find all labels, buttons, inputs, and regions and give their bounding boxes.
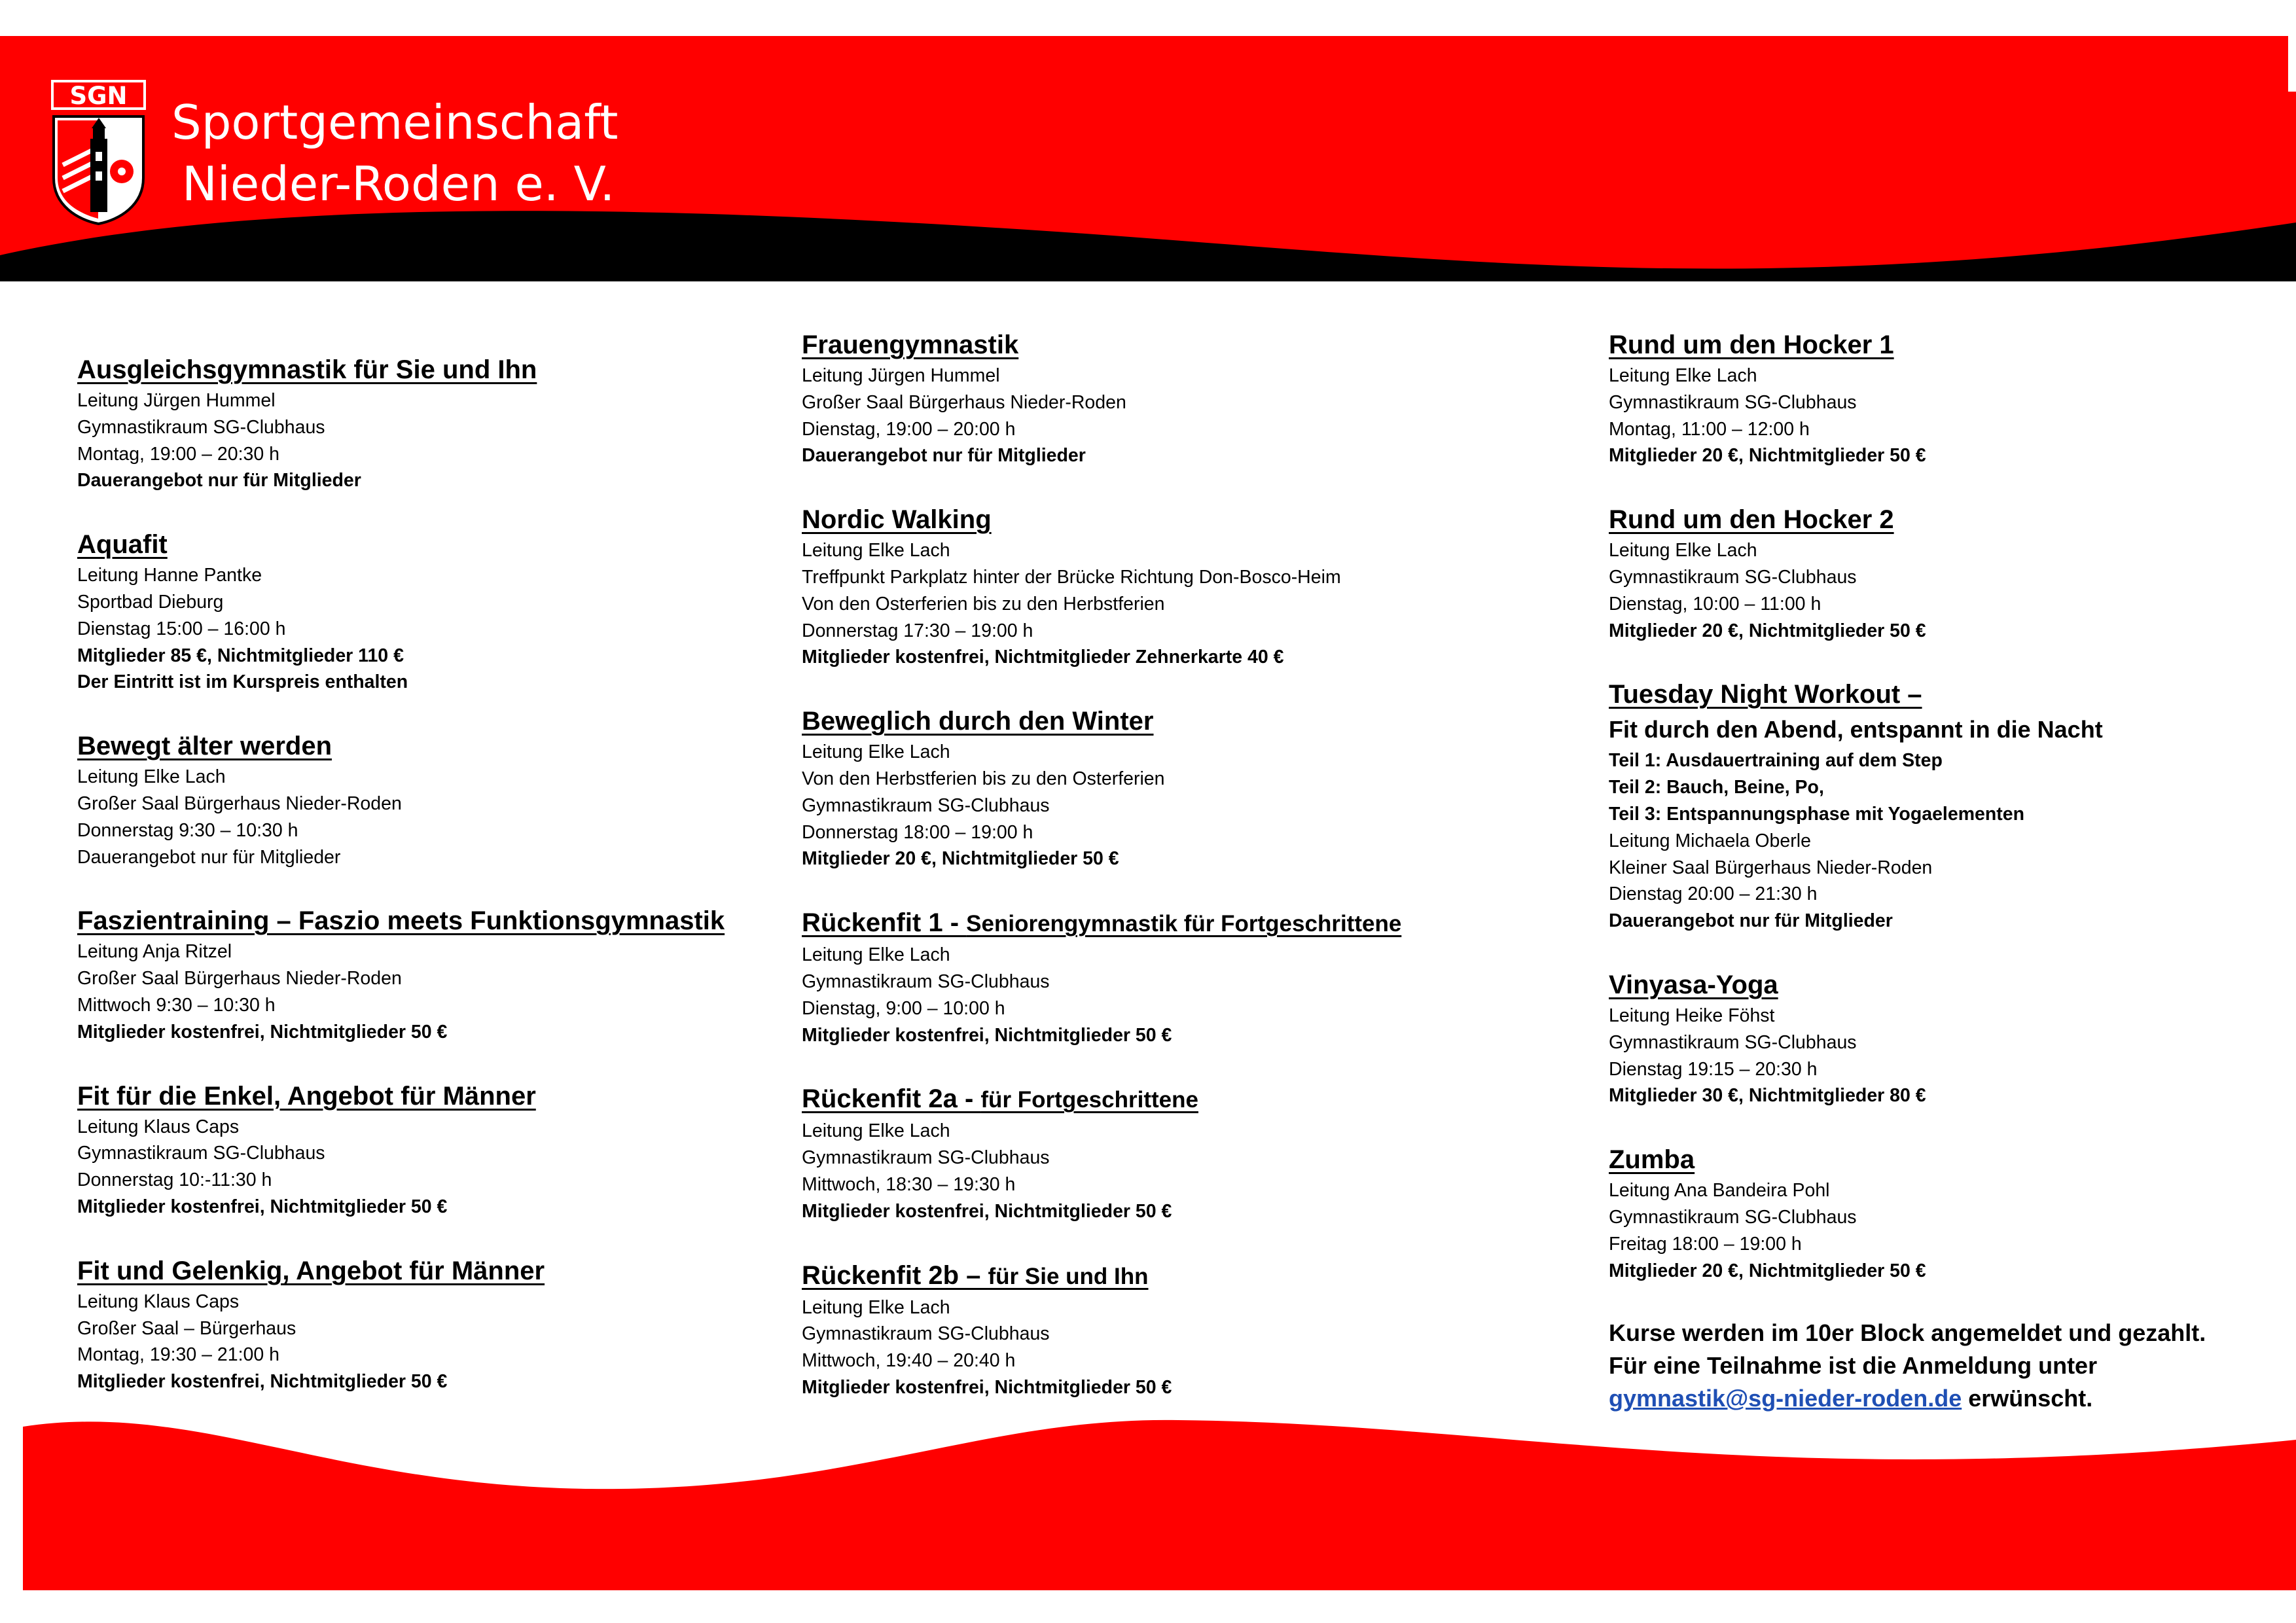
course-title-text: Faszientraining – Faszio meets Funktionsgymnastik [77,906,725,936]
course-detail-line: Gymnastikraum SG-Clubhaus [802,1323,1050,1345]
course-detail-line: Leitung Elke Lach [802,741,950,763]
course-subtitle: Fit durch den Abend, entspannt in die Nacht [1609,716,2103,743]
course-detail-line: Mitglieder kostenfrei, Nichtmitglieder 50 € [77,1371,448,1393]
signup-line1: Kurse werden im 10er Block angemeldet und gezahlt. [1609,1319,2206,1347]
course-detail-line: Gymnastikraum SG-Clubhaus [77,416,325,438]
course-detail-line: Dauerangebot nur für Mitglieder [802,445,1086,467]
course-entry [1609,502,2276,644]
course-title [802,905,1554,942]
course-entry [1609,967,2276,1109]
course-entry [1609,1142,2276,1284]
course-detail-line: Leitung Hanne Pantke [77,565,262,586]
course-detail-line: Gymnastikraum SG-Clubhaus [1609,566,1857,588]
course-detail-line: Mitglieder kostenfrei, Nichtmitglieder Zehnerkarte 40 € [802,647,1284,668]
course-entry [802,327,1554,469]
course-detail-line: Leitung Elke Lach [802,1296,950,1318]
course-entry [77,903,764,1045]
course-detail-line: Montag, 11:00 – 12:00 h [1609,418,1810,440]
course-detail-line: Dauerangebot nur für Mitglieder [77,470,361,491]
course-title-addition: für Fortgeschrittene [980,1087,1198,1113]
course-title [802,1258,1554,1294]
course-title-text: Fit und Gelenkig, Angebot für Männer [77,1256,545,1285]
course-title-text: Ausgleichsgymnastik für Sie und Ihn [77,355,537,384]
course-detail-line: Mittwoch, 18:30 – 19:30 h [802,1173,1016,1195]
course-detail-line: Dauerangebot nur für Mitglieder [77,846,341,868]
course-entry [77,1079,764,1221]
signup-line3-suffix: erwünscht. [1962,1385,2093,1412]
course-detail-line: Mitglieder 30 €, Nichtmitglieder 80 € [1609,1085,1926,1107]
course-title-text: Frauengymnastik [802,330,1019,359]
course-detail-line: Mittwoch 9:30 – 10:30 h [77,994,276,1016]
course-detail-line: Gymnastikraum SG-Clubhaus [1609,1206,1857,1228]
course-title-text: Rückenfit 2a - [802,1084,981,1114]
course-title-text: Rund um den Hocker 1 [1609,330,1894,359]
course-detail-line: Donnerstag 10:-11:30 h [77,1169,272,1191]
course-title-text: Rückenfit 1 - [802,908,967,938]
course-entry [802,704,1554,872]
course-title-text: Bewegt älter werden [77,732,332,761]
course-detail-line: Donnerstag 9:30 – 10:30 h [77,819,298,841]
course-detail-line: Donnerstag 18:00 – 19:00 h [802,821,1033,843]
course-detail-line: Freitag 18:00 – 19:00 h [1609,1233,1802,1255]
course-detail-line: Dienstag, 10:00 – 11:00 h [1609,593,1821,615]
course-detail-line: Großer Saal – Bürgerhaus [77,1317,296,1339]
course-title [1609,967,2276,1003]
course-entry [77,352,764,494]
course-title [1609,502,2276,537]
course-title [802,1081,1554,1118]
course-detail-line: Mitglieder 20 €, Nichtmitglieder 50 € [802,848,1119,870]
course-detail-line: Von den Herbstferien bis zu den Osterferien [802,768,1165,789]
course-detail-line: Leitung Elke Lach [802,540,950,562]
course-detail-line: Montag, 19:30 – 21:00 h [77,1344,279,1366]
course-entry [1609,327,2276,469]
course-title-text: Rückenfit 2b – [802,1260,988,1290]
course-detail-line: Leitung Elke Lach [802,944,950,966]
course-detail-line: Mittwoch, 19:40 – 20:40 h [802,1350,1016,1372]
course-title-addition: Seniorengymnastik für Fortgeschrittene [966,911,1402,937]
course-detail-line: Großer Saal Bürgerhaus Nieder-Roden [77,968,402,990]
course-detail-line: Mitglieder 20 €, Nichtmitglieder 50 € [1609,1260,1926,1281]
course-detail-line: Gymnastikraum SG-Clubhaus [802,794,1050,816]
club-name-line1: Sportgemeinschaft [171,95,619,150]
course-title [1609,677,2276,712]
course-detail-line: Großer Saal Bürgerhaus Nieder-Roden [802,391,1126,413]
course-detail-line: Großer Saal Bürgerhaus Nieder-Roden [77,793,402,814]
course-entry [77,527,764,696]
course-detail-line: Leitung Michaela Oberle [1609,830,1811,851]
course-detail-line: Sportbad Dieburg [77,591,224,613]
course-title [77,728,764,764]
course-title [802,704,1554,739]
course-title-text: Aquafit [77,530,168,560]
course-detail-line: Dienstag 19:15 – 20:30 h [1609,1058,1818,1080]
course-title-text: Zumba [1609,1145,1695,1175]
course-title-text: Beweglich durch den Winter [802,707,1154,736]
course-entry [802,905,1554,1048]
course-detail-line: Teil 2: Bauch, Beine, Po, [1609,777,1824,798]
course-column-right [1609,327,2276,1415]
course-column-middle [802,327,1554,1434]
course-title [1609,1142,2276,1177]
course-detail-line: Dienstag 15:00 – 16:00 h [77,618,286,639]
course-title [77,527,764,562]
course-column-left [77,352,764,1428]
course-detail-line: Kleiner Saal Bürgerhaus Nieder-Roden [1609,857,1933,878]
course-detail-line: Leitung Elke Lach [77,766,226,788]
signup-line2: Für eine Teilnahme ist die Anmeldung unter [1609,1352,2098,1380]
course-title-addition: für Sie und Ihn [988,1263,1149,1289]
course-title-text: Tuesday Night Workout – [1609,680,1922,709]
course-title-text: Rund um den Hocker 2 [1609,505,1894,535]
course-entry [802,502,1554,671]
course-detail-line: Mitglieder kostenfrei, Nichtmitglieder 50 € [77,1021,448,1043]
signup-email-link[interactable]: gymnastik@sg-nieder-roden.de [1609,1385,1962,1412]
course-detail-line: Gymnastikraum SG-Clubhaus [802,971,1050,992]
course-detail-line: Mitglieder kostenfrei, Nichtmitglieder 50 € [802,1376,1172,1398]
course-detail-line: Montag, 19:00 – 20:30 h [77,443,279,465]
course-detail-line: Dienstag 20:00 – 21:30 h [1609,883,1818,905]
course-detail-line: Donnerstag 17:30 – 19:00 h [802,620,1033,641]
course-detail-line: Mitglieder kostenfrei, Nichtmitglieder 50 € [802,1200,1172,1222]
course-entry [802,1081,1554,1224]
course-list [1609,327,2276,1284]
course-title-text: Vinyasa-Yoga [1609,970,1778,999]
course-title [802,502,1554,537]
course-detail-line: Dienstag, 9:00 – 10:00 h [802,997,1005,1019]
course-entry [77,728,764,870]
course-title [77,1253,764,1289]
club-crest-logo [51,80,146,225]
course-title-text: Nordic Walking [802,505,992,535]
course-entry [1609,677,2276,935]
course-detail-line: Gymnastikraum SG-Clubhaus [1609,391,1857,413]
course-detail-line: Teil 3: Entspannungsphase mit Yogaelementen [1609,803,2025,825]
course-detail-line: Mitglieder 85 €, Nichtmitglieder 110 € [77,645,404,666]
signup-notice [1609,1317,2276,1415]
course-detail-line: Mitglieder 20 €, Nichtmitglieder 50 € [1609,620,1926,641]
course-title [1609,327,2276,363]
club-name [171,92,619,215]
course-title [77,352,764,387]
course-detail-line: Leitung Ana Bandeira Pohl [1609,1180,1830,1202]
course-title [77,903,764,938]
course-entry [77,1253,764,1395]
course-detail-line: Treffpunkt Parkplatz hinter der Brücke Richtung Don-Bosco-Heim [802,566,1341,588]
footer-wave-band [0,1407,2296,1603]
svg-text:SGN: SGN [69,82,128,110]
course-detail-line: Leitung Heike Föhst [1609,1005,1775,1026]
course-detail-line: Gymnastikraum SG-Clubhaus [802,1147,1050,1169]
course-detail-line: Gymnastikraum SG-Clubhaus [1609,1031,1857,1053]
course-detail-line: Leitung Klaus Caps [77,1291,240,1312]
course-title [77,1079,764,1114]
course-detail-line: Der Eintritt ist im Kurspreis enthalten [77,671,408,693]
club-name-line2: Nieder-Roden e. V. [182,156,615,211]
course-detail-line: Leitung Elke Lach [802,1120,950,1142]
course-entry [802,1258,1554,1401]
course-detail-line: Leitung Elke Lach [1609,365,1757,386]
course-detail-line: Leitung Anja Ritzel [77,941,232,963]
course-detail-line: Teil 1: Ausdauertraining auf dem Step [1609,750,1943,772]
course-title [802,327,1554,363]
course-detail-line: Leitung Klaus Caps [77,1116,240,1137]
course-detail-line: Gymnastikraum SG-Clubhaus [77,1143,325,1164]
course-detail-line: Leitung Elke Lach [1609,540,1757,562]
course-title-text: Fit für die Enkel, Angebot für Männer [77,1081,536,1111]
course-detail-line: Dauerangebot nur für Mitglieder [1609,910,1893,932]
course-detail-line: Dienstag, 19:00 – 20:00 h [802,418,1016,440]
course-detail-line: Mitglieder kostenfrei, Nichtmitglieder 50 € [802,1024,1172,1046]
course-detail-line: Mitglieder 20 €, Nichtmitglieder 50 € [1609,445,1926,467]
course-detail-line: Von den Osterferien bis zu den Herbstferien [802,593,1165,615]
course-detail-line: Leitung Jürgen Hummel [802,365,1000,386]
course-detail-line: Leitung Jürgen Hummel [77,390,276,411]
course-detail-line: Mitglieder kostenfrei, Nichtmitglieder 50 € [77,1196,448,1217]
